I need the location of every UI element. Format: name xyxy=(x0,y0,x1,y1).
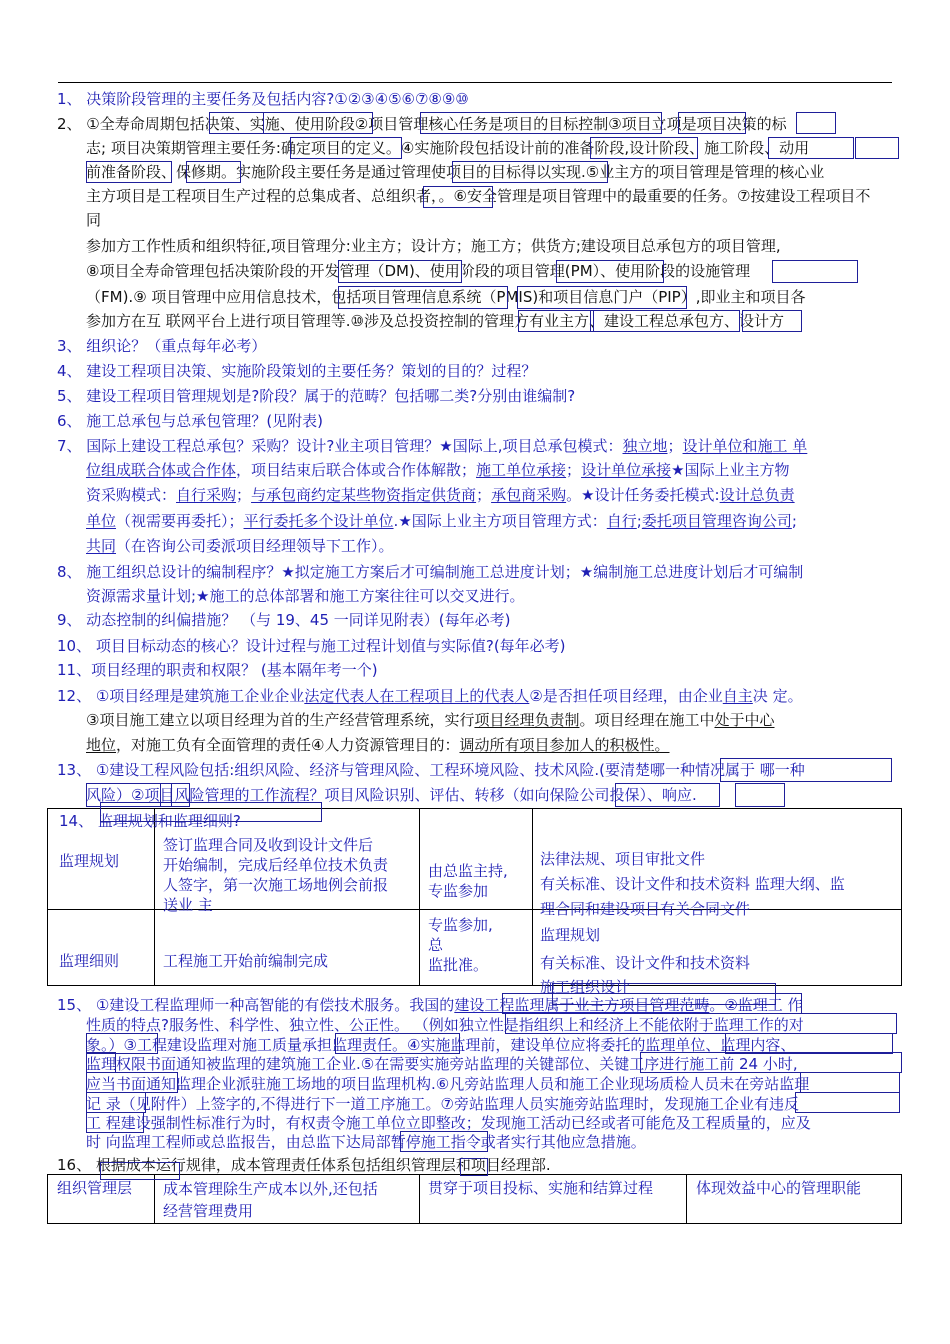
text-line xyxy=(86,785,697,805)
text-line xyxy=(86,511,797,531)
table-14-row1-c2: 签订监理合同及收到设计文件后 开始编制，完成后经单位技术负责 人签字，第一次施工场地例会前报 送业 主 xyxy=(163,836,389,914)
text-segment: ； xyxy=(667,437,683,455)
underlined-text: 调动所有项目参加人的积极性。 xyxy=(459,736,670,754)
underlined-text: 处于中心 xyxy=(714,711,775,729)
table-16-c2: 成本管理除生产成本以外,还包括 经营管理费用 xyxy=(163,1180,378,1220)
annotation-box xyxy=(855,137,899,159)
text-segment: 13、 ①建设工程风险包括:组织风险、经济与管理风险、工程环境风险、技术风险.(要清楚哪一种情况属于 哪一种 xyxy=(57,761,805,779)
text-segment: 志; 项目决策期管理主要任务:确定项目的定义。④实施阶段包括设计前的准备阶段,设计阶段、施工阶段、动用 xyxy=(86,139,810,157)
table-14-row1-c4: 法律法规、项目审批文件 有关标准、设计文件和技术资料 监理大纲、监 理合同和建设项目有关合同文件 xyxy=(540,850,845,918)
annotation-box xyxy=(800,1072,900,1093)
text-line xyxy=(57,660,378,680)
text-line xyxy=(86,138,809,158)
text-line xyxy=(57,361,536,381)
table-14-row2-c1: 监理细则 xyxy=(59,952,120,970)
text-line xyxy=(86,735,669,755)
text-segment: （视需要再委托）； xyxy=(116,512,244,530)
text-segment: ，项目结束后联合体或合作体解散； xyxy=(236,461,477,479)
text-segment: 主方项目是工程项目生产过程的总集成者、总组织者，。⑥安全管理是项目管理中的最重要的任务。⑦按建设工程项目不 xyxy=(86,187,871,205)
table-14 xyxy=(47,808,902,996)
underlined-text: 自主 xyxy=(722,687,753,705)
text-line xyxy=(57,411,323,431)
underlined-text: 承包商采购 xyxy=(491,486,567,504)
text-segment: 8、 施工组织总设计的编制程序？★拟定施工方案后才可编制施工总进度计划；★编制施工总进度计划后才可编制 xyxy=(57,563,804,581)
text-line xyxy=(86,1074,809,1094)
underlined-text: 项目经理负责制 xyxy=(474,711,580,729)
underlined-text: 单位 xyxy=(86,512,117,530)
text-line xyxy=(86,287,805,307)
text-line xyxy=(86,536,394,556)
text-segment: 16、 根据成本运行规律，成本管理责任体系包括组织管理层和项目经理部. xyxy=(57,1156,551,1174)
text-segment: .★国际上业主方项目管理方式： xyxy=(393,512,607,530)
text-segment: 参加方工作性质和组织特征,项目管理分:业主方；设计方；施工方；供货方;建设项目总承包方的项目管理, xyxy=(86,237,781,255)
text-line xyxy=(86,261,750,281)
underlined-text: 法定代表人在工程项目上的代表人 xyxy=(304,687,530,705)
underlined-text: 独立地 xyxy=(622,437,668,455)
text-segment: ★国际上业主方物 xyxy=(671,461,790,479)
text-segment: 应当书面通知监理企业派驻施工场地的项目监理机构.⑥凡旁站监理人员和施工企业现场质检人员未在旁站监理 xyxy=(86,1075,810,1093)
text-segment: 11、项目经理的职责和权限？ (基本隔年考一个) xyxy=(57,661,378,679)
text-line xyxy=(86,210,101,230)
text-segment: 资源需求量计划;★施工的总体部署和施工方案往往可以交叉进行。 xyxy=(86,587,525,605)
text-segment: ; xyxy=(636,512,642,530)
text-segment: ，对施工负有全面管理的责任④人力资源管理目的： xyxy=(116,736,460,754)
text-segment: 5、 建设工程项目管理规划是?阶段？属于的范畴？包括哪二类?分别由谁编制? xyxy=(57,387,576,405)
text-segment: ; xyxy=(791,512,797,530)
table-16 xyxy=(47,1174,902,1224)
text-segment: 9、 动态控制的纠偏措施？ （与 19、45 一同详见附表）(每年必考) xyxy=(57,611,511,629)
underlined-text: 共同 xyxy=(86,537,117,555)
underlined-text: 地位 xyxy=(86,736,117,754)
text-segment: 风险）②项目风险管理的工作流程？项目风险识别、评估、转移（如向保险公司投保）、响应. xyxy=(86,786,697,804)
text-segment: （在咨询公司委派项目经理领导下工作）。 xyxy=(116,537,394,555)
text-segment: 时 向监理工程师或总监报告，由总监下达局部暂停施工指令或者实行其他应急措施。 xyxy=(86,1133,646,1151)
text-line xyxy=(86,1015,804,1035)
text-segment: 10、 项目目标动态的核心？设计过程与施工过程计划值与实际值?(每年必考) xyxy=(57,637,566,655)
text-line xyxy=(57,562,803,582)
text-line xyxy=(57,336,266,356)
text-line xyxy=(86,1113,811,1133)
text-line xyxy=(57,1155,551,1175)
text-segment: 15、 ①建设工程监理师一种高智能的有偿技术服务。我国的 xyxy=(57,996,455,1014)
text-segment: 象。）③工程建设监理对施工质量承担监理责任。④实施监理前，建设单位应将委托的监理单位、监理内容、 xyxy=(86,1036,796,1054)
text-line xyxy=(86,1094,799,1114)
text-line xyxy=(57,760,805,780)
text-line xyxy=(86,1132,646,1152)
text-line xyxy=(57,636,566,656)
text-segment: ； xyxy=(236,486,252,504)
text-line xyxy=(57,686,803,706)
annotation-box xyxy=(772,260,858,283)
table-16-c3: 贯穿于项目投标、实施和结算过程 xyxy=(428,1179,654,1197)
text-line xyxy=(57,995,803,1015)
text-line xyxy=(86,186,870,206)
text-segment: 7、 国际上建设工程总承包？采购？设计?业主项目管理？★国际上,项目总承包模式： xyxy=(57,437,623,455)
text-segment: 监理权限书面通知被监理的建筑施工企业.⑤在需要实施旁站监理的关键部位、关键工序进行施工前 24 小时, xyxy=(86,1055,798,1073)
underlined-text: 施工单位承接 xyxy=(476,461,567,479)
text-line xyxy=(57,114,787,134)
text-segment: ②是否担任项目经理，由企业 xyxy=(529,687,723,705)
text-segment: 前准备阶段、保修期。实施阶段主要任务是通过管理使项目的目标得以实现.⑤业主方的项目管理是管理的核心业 xyxy=(86,163,825,181)
text-segment: 6、 施工总承包与总承包管理？(见附表) xyxy=(57,412,324,430)
text-segment: 2、 ①全寿命周期包括决策、实施、使用阶段②项目管理核心任务是项目的目标控制③项目立项是项目决策的标 xyxy=(57,115,787,133)
text-line xyxy=(86,1035,795,1055)
text-line xyxy=(86,586,525,606)
underlined-text: 设计单位承接 xyxy=(581,461,672,479)
annotation-box xyxy=(795,1092,900,1113)
text-segment: 参加方在互 联网平台上进行项目管理等.⑩涉及总投资控制的管理方有业主方、建设工程总承包方、设计方 xyxy=(86,312,784,330)
text-segment: 性质的特点?服务性、科学性、独立性、公正性。 （例如独立性是指组织上和经济上不能依附于监理工作的对 xyxy=(86,1016,804,1034)
underlined-text: 设计单位和施工 单 xyxy=(682,437,808,455)
text-segment: 工 程建设强制性标准行为时，有权责令施工单位立即整改；发现施工活动已经或者可能危及工程质量的，应及 xyxy=(86,1114,811,1132)
text-line xyxy=(57,610,511,630)
underlined-text: 位组成联合体或合作体 xyxy=(86,461,237,479)
underlined-text: 与承包商约定某些物资指定供货商 xyxy=(251,486,477,504)
annotation-box xyxy=(796,112,836,134)
underlined-text: 自行采购 xyxy=(176,486,237,504)
text-segment: ⑧项目全寿命管理包括决策阶段的开发管理（DM)、使用阶段的项目管理(PM）、使用阶段的设施管理 xyxy=(86,262,751,280)
table-16-c4: 体现效益中心的管理职能 xyxy=(696,1179,862,1197)
underlined-text: 设计总负责 xyxy=(719,486,795,504)
text-line xyxy=(57,89,469,109)
table-14-row2-c2: 工程施工开始前编制完成 xyxy=(163,952,329,970)
text-segment: 4、 建设工程项目决策、实施阶段策划的主要任务？策划的目的？过程？ xyxy=(57,362,537,380)
text-segment: 。★设计任务委托模式: xyxy=(566,486,720,504)
table-14-row1-c1: 监理规划 xyxy=(59,852,120,870)
text-segment: 3、 组织论？（重点每年必考） xyxy=(57,337,267,355)
text-line xyxy=(57,386,575,406)
text-segment: 资采购模式： xyxy=(86,486,177,504)
table-14-row2-c3: 专监参加, 总 监批准。 xyxy=(428,916,493,974)
table-16-c1: 组织管理层 xyxy=(57,1179,133,1197)
table-14-row2-c4: 监理规划 有关标准、设计文件和技术资料 施工组织设计 xyxy=(540,926,751,996)
text-line xyxy=(86,1054,798,1074)
underlined-text: 自行 xyxy=(606,512,637,530)
annotation-box xyxy=(735,783,785,807)
text-segment: （FM).⑨ 项目管理中应用信息技术，包括项目管理信息系统（PMIS)和项目信息门户（PIP）,即业主和项目各 xyxy=(86,288,806,306)
table-14-row1-c3: 由总监主持, 专监参加 xyxy=(428,862,508,900)
text-segment: 。②监理工 作 xyxy=(709,996,803,1014)
text-line xyxy=(86,311,784,331)
text-line xyxy=(86,710,775,730)
text-line xyxy=(86,485,795,505)
text-segment: 。项目经理在施工中 xyxy=(579,711,715,729)
underlined-text: 建设工程监理属于业主方项目管理范畴 xyxy=(454,996,710,1014)
text-segment: 记 录（见附件）上签字的,不得进行下一道工序施工。⑦旁站监理人员实施旁站监理时，发现施工企业有违反 xyxy=(86,1095,799,1113)
text-segment: 同 xyxy=(86,211,102,229)
text-line xyxy=(86,162,824,182)
text-segment: 1、 决策阶段管理的主要任务及包括内容?①②③④⑤⑥⑦⑧⑨⑩ xyxy=(57,90,469,108)
text-segment: 12、 ①项目经理是建筑施工企业企业 xyxy=(57,687,305,705)
text-line xyxy=(57,436,807,456)
table-14-title: 14、 监理规划和监理细则? xyxy=(59,812,241,830)
text-segment: ； xyxy=(476,486,492,504)
text-segment: 决 定。 xyxy=(752,687,803,705)
text-segment: ； xyxy=(566,461,582,479)
header-rule xyxy=(58,82,892,83)
underlined-text: 委托项目管理咨询公司 xyxy=(641,512,792,530)
text-segment: ③项目施工建立以项目经理为首的生产经营管理系统，实行 xyxy=(86,711,475,729)
underlined-text: 平行委托多个设计单位 xyxy=(243,512,394,530)
text-line xyxy=(86,460,790,480)
text-line xyxy=(86,236,781,256)
